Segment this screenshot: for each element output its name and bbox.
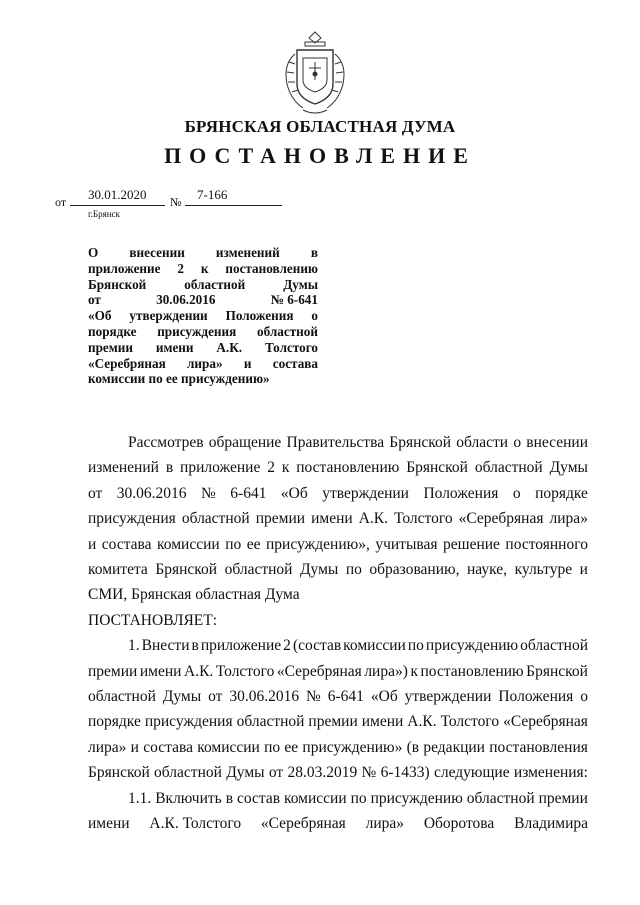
word: приложение: [180, 459, 261, 477]
word: Думы: [226, 764, 265, 782]
body-line: [88, 557, 588, 582]
word: областной: [466, 789, 535, 807]
word: областной: [520, 637, 588, 655]
word: обращение: [208, 434, 282, 451]
word: областной: [184, 276, 246, 292]
body-line: [88, 633, 588, 658]
body-line: [88, 760, 588, 785]
subject-line: [88, 340, 318, 356]
word: Толстого: [440, 713, 500, 731]
word: (состав: [292, 637, 342, 655]
word: науке,: [467, 561, 508, 579]
word: ее: [284, 738, 299, 756]
word: А.К. Толстого: [149, 815, 242, 833]
word: «Серебряная: [458, 510, 544, 528]
word: состава: [272, 355, 318, 371]
word: имени: [361, 713, 404, 731]
word: культуре: [514, 561, 573, 579]
number-prefix: №: [170, 195, 182, 209]
word: Правительства: [286, 434, 385, 451]
coat-of-arms-emblem-icon: [275, 28, 355, 116]
word: по: [350, 789, 367, 807]
word: редакции: [423, 738, 485, 756]
subject-line: [88, 245, 318, 261]
word: А.К.: [216, 339, 243, 355]
body-line: [88, 811, 588, 836]
word: образованию,: [369, 561, 460, 579]
word: Положения: [225, 308, 294, 324]
subject-line: [88, 324, 318, 340]
word: учитывая: [375, 535, 438, 553]
word: присуждения: [157, 323, 237, 339]
word: Думы: [283, 276, 318, 292]
word: от: [88, 292, 101, 308]
word: 1.1.: [128, 789, 152, 807]
word: присуждению»,: [266, 535, 370, 553]
word: «Серебряная: [88, 355, 166, 371]
subject-line: [88, 308, 318, 324]
word: 6-641: [327, 688, 364, 706]
word: №: [361, 764, 377, 782]
word: областной: [257, 323, 318, 339]
word: состав: [236, 789, 281, 807]
word: 2: [267, 459, 275, 477]
word: изменений: [215, 245, 280, 260]
word: 2: [177, 260, 184, 276]
word: присуждения: [88, 510, 176, 528]
word: к: [410, 662, 418, 680]
body-line: [88, 709, 588, 734]
word: премии: [88, 662, 138, 680]
word: утверждении: [404, 688, 492, 706]
word: лира»: [365, 815, 405, 833]
word: утверждении: [129, 308, 208, 324]
word: по: [264, 738, 281, 756]
word: Брянской: [526, 662, 588, 680]
word: Брянской: [155, 561, 218, 579]
word: имени: [88, 815, 130, 833]
word: комиссии: [197, 738, 260, 756]
word: №: [306, 688, 321, 706]
body-line: [88, 786, 588, 811]
body-line: [88, 506, 588, 531]
word: следующие: [433, 764, 510, 782]
word: «Серебряная: [503, 713, 588, 731]
word: к: [200, 260, 209, 276]
word: Владимира: [514, 815, 588, 833]
word: о: [513, 434, 522, 451]
word: присуждения: [144, 713, 233, 731]
document-date: 30.01.2020: [88, 187, 147, 202]
word: приложение: [200, 637, 282, 655]
word: постановлению: [420, 662, 524, 680]
word: о: [311, 308, 318, 324]
word: области: [456, 434, 509, 451]
word: порядке: [88, 323, 137, 339]
date-prefix: от: [55, 195, 67, 209]
word: областной: [224, 561, 293, 579]
word: к: [281, 459, 290, 477]
word: внесении: [129, 245, 185, 260]
word: областной: [474, 459, 543, 477]
word: от: [268, 764, 284, 782]
word: (в: [406, 738, 420, 756]
word: лира»: [187, 355, 223, 371]
preamble-last-line: СМИ, Брянская областная Дума: [88, 586, 300, 604]
document-subject: [88, 245, 318, 387]
word: Брянской: [389, 434, 452, 451]
word: областной: [236, 713, 305, 731]
document-type-title: ПОСТАНОВЛЕНИЕ: [164, 143, 476, 168]
word: комиссии: [343, 637, 406, 655]
word: Положения: [498, 688, 574, 706]
word: внесении: [526, 434, 588, 451]
word: 30.06.2016: [116, 484, 187, 502]
word: областной: [154, 764, 222, 782]
word: 6-1433): [380, 764, 430, 782]
word: постоянного: [505, 535, 588, 553]
word: имени: [155, 339, 194, 355]
word: в: [191, 637, 199, 655]
word: имени: [311, 510, 353, 528]
word: областной: [88, 688, 156, 706]
word: премии: [255, 510, 306, 528]
word: Думы: [299, 561, 339, 579]
word: Толстого: [264, 339, 318, 355]
word: премии: [538, 789, 588, 807]
word: Думы: [549, 459, 588, 477]
word: порядке: [88, 713, 141, 731]
word: областной: [181, 510, 250, 528]
word: Брянской: [88, 276, 147, 292]
word: Включить: [155, 789, 222, 807]
word: состава: [143, 738, 193, 756]
word: «Серебряная: [260, 815, 346, 833]
word: Рассмотрев: [128, 434, 204, 451]
body-line: [88, 455, 588, 480]
subject-line: [88, 277, 318, 293]
word: 28.03.2019: [287, 764, 358, 782]
body-line: [88, 684, 588, 709]
word: 30.06.2016: [156, 292, 216, 308]
word: «Об: [280, 484, 308, 502]
item-1: [88, 633, 588, 785]
organization-name: БРЯНСКАЯ ОБЛАСТНАЯ ДУМА: [184, 117, 456, 136]
word: Внести: [141, 637, 190, 655]
word: А.К.: [358, 510, 389, 528]
word: Думы: [162, 688, 202, 706]
word: от: [88, 484, 103, 502]
word: Брянской: [406, 459, 468, 477]
word: по: [345, 561, 362, 579]
word: решение: [443, 535, 500, 553]
word: О: [88, 245, 99, 260]
word: лира»): [364, 662, 408, 680]
word: постановлению: [296, 459, 400, 477]
word: лира»: [549, 510, 588, 528]
word: А.К.: [407, 713, 437, 731]
resolves-heading: ПОСТАНОВЛЯЕТ:: [88, 611, 218, 629]
word: «Об: [88, 308, 112, 324]
word: 6-641: [230, 484, 267, 502]
word: присуждению: [425, 637, 519, 655]
subject-line: комиссии по ее присуждению»: [88, 371, 270, 387]
word: премии: [308, 713, 358, 731]
number-underline: [185, 205, 282, 206]
word: присуждению»: [302, 738, 403, 756]
word: постановления: [489, 738, 588, 756]
item-1-1: [88, 786, 588, 837]
word: Толстого: [394, 510, 453, 528]
word: Толстого: [215, 662, 275, 680]
word: и: [130, 738, 139, 756]
word: А.К.: [184, 662, 214, 680]
body-line: [88, 659, 588, 684]
word: в: [310, 245, 318, 260]
word: имени: [139, 662, 182, 680]
word: и: [579, 561, 588, 579]
word: порядке: [535, 484, 588, 502]
word: комитета: [88, 561, 148, 579]
date-underline: [70, 205, 165, 206]
word: от: [208, 688, 223, 706]
word: 30.06.2016: [229, 688, 300, 706]
word: приложение: [88, 260, 161, 276]
body-line: [88, 481, 588, 506]
word: присуждению: [370, 789, 463, 807]
word: 2: [283, 637, 291, 655]
word: утверждении: [322, 484, 409, 502]
word: №: [201, 484, 216, 502]
body-line: [88, 430, 588, 455]
word: комиссии: [283, 789, 347, 807]
word: Брянской: [88, 764, 150, 782]
word: № 6-641: [270, 292, 318, 308]
body-line: [88, 735, 588, 760]
preamble: [88, 430, 588, 582]
word: и: [243, 355, 252, 371]
word: о: [512, 484, 521, 502]
word: изменения:: [513, 764, 588, 782]
word: о: [580, 688, 588, 706]
document-city: г.Брянск: [88, 209, 120, 219]
word: изменений: [88, 459, 159, 477]
word: в: [225, 789, 234, 807]
document-number: 7-166: [197, 187, 228, 202]
word: состава: [101, 535, 152, 553]
word: премии: [88, 339, 133, 355]
word: ее: [246, 535, 261, 553]
word: лира»: [88, 738, 127, 756]
word: Оборотова: [423, 815, 495, 833]
subject-line: [88, 261, 318, 277]
subject-line: [88, 292, 318, 308]
word: «Серебряная: [276, 662, 362, 680]
word: и: [88, 535, 97, 553]
body-line: [88, 532, 588, 557]
word: в: [165, 459, 174, 477]
word: по: [225, 535, 242, 553]
word: комиссии: [157, 535, 220, 553]
word: по: [407, 637, 424, 655]
word: постановлению: [225, 260, 318, 276]
word: «Об: [370, 688, 398, 706]
word: Положения: [423, 484, 499, 502]
subject-line: [88, 356, 318, 372]
word: 1.: [128, 637, 140, 655]
document-body: [88, 430, 588, 837]
